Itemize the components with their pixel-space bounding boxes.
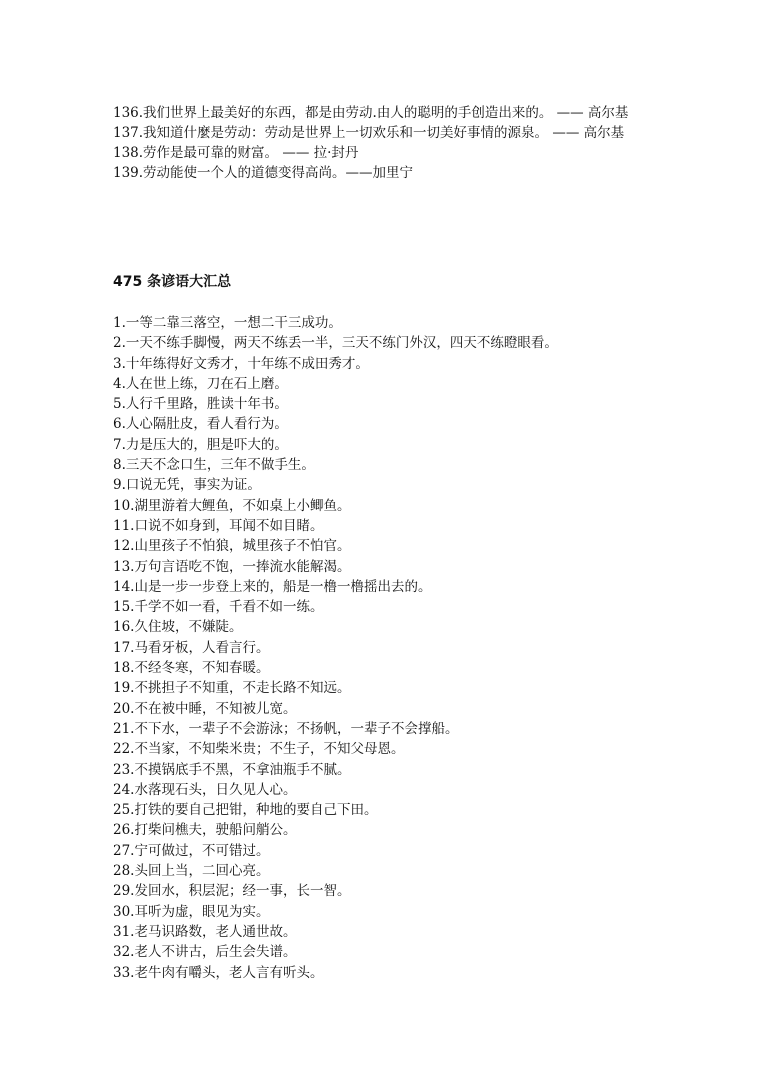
proverb-item: 7.力是压大的，胆是吓大的。 — [113, 436, 288, 453]
quote-item: 137.我知道什麼是劳动：劳动是世界上一切欢乐和一切美好事情的源泉。 —— 高尔基 — [113, 125, 625, 141]
quotes-section — [113, 103, 673, 183]
proverb-item: 18.不经冬寒，不知春暖。 — [113, 660, 270, 677]
quote-item: 136.我们世界上最美好的东西，都是由劳动.由人的聪明的手创造出来的。 —— 高尔基 — [113, 105, 629, 121]
proverb-item: 11.口说不如身到，耳闻不如目睹。 — [113, 517, 324, 534]
proverb-item: 28.头回上当，二回心亮。 — [113, 863, 270, 880]
proverb-item: 5.人行千里路，胜读十年书。 — [113, 396, 288, 413]
section-title: 475 条谚语大汇总 — [113, 274, 232, 290]
proverb-item: 33.老牛肉有嚼头，老人言有听头。 — [113, 964, 324, 981]
proverb-item: 19.不挑担子不知重，不走长路不知远。 — [113, 680, 351, 697]
proverb-item: 26.打柴问樵夫，驶船问艄公。 — [113, 822, 297, 839]
proverb-item: 30.耳听为虚，眼见为实。 — [113, 903, 270, 920]
proverb-item: 24.水落现石头，日久见人心。 — [113, 781, 297, 798]
proverb-item: 31.老马识路数，老人通世故。 — [113, 923, 297, 940]
proverb-item: 1.一等二靠三落空，一想二干三成功。 — [113, 315, 342, 331]
proverb-item: 8.三天不念口生，三年不做手生。 — [113, 457, 315, 474]
proverb-item: 16.久住坡，不嫌陡。 — [113, 619, 243, 636]
proverb-item: 15.千学不如一看，千看不如一练。 — [113, 599, 324, 616]
proverb-item: 12.山里孩子不怕狼，城里孩子不怕官。 — [113, 538, 351, 555]
proverb-item: 4.人在世上练，刀在石上磨。 — [113, 375, 288, 392]
proverb-item: 2.一天不练手脚慢，两天不练丢一半，三天不练门外汉，四天不练瞪眼看。 — [113, 335, 558, 352]
proverb-item: 29.发回水，积层泥；经一事，长一智。 — [113, 883, 351, 900]
proverb-item: 14.山是一步一步登上来的，船是一橹一橹摇出去的。 — [113, 578, 432, 595]
proverb-item: 27.宁可做过，不可错过。 — [113, 842, 270, 859]
proverb-item: 23.不摸锅底手不黑，不拿油瓶手不腻。 — [113, 761, 351, 778]
proverb-item: 32.老人不讲古，后生会失谱。 — [113, 944, 297, 961]
proverb-item: 9.口说无凭，事实为证。 — [113, 477, 261, 494]
quote-item: 138.劳作是最可靠的财富。 —— 拉·封丹 — [113, 145, 359, 161]
proverb-item: 10.湖里游着大鲤鱼，不如桌上小鲫鱼。 — [113, 497, 351, 514]
proverb-item: 6.人心隔肚皮，看人看行为。 — [113, 416, 288, 433]
proverb-item: 20.不在被中睡，不知被儿宽。 — [113, 700, 297, 717]
proverb-item: 25.打铁的要自己把钳，种地的要自己下田。 — [113, 802, 378, 819]
quote-item: 139.劳动能使一个人的道德变得高尚。——加里宁 — [113, 165, 414, 181]
proverb-item: 21.不下水，一辈子不会游泳；不扬帆，一辈子不会撑船。 — [113, 720, 459, 737]
proverb-list — [113, 313, 713, 983]
proverb-item: 13.万句言语吃不饱，一捧流水能解渴。 — [113, 558, 351, 575]
proverb-item: 3.十年练得好文秀才，十年练不成田秀才。 — [113, 355, 369, 372]
proverb-item: 22.不当家，不知柴米贵；不生子，不知父母恩。 — [113, 741, 405, 758]
proverb-item: 17.马看牙板，人看言行。 — [113, 639, 270, 656]
